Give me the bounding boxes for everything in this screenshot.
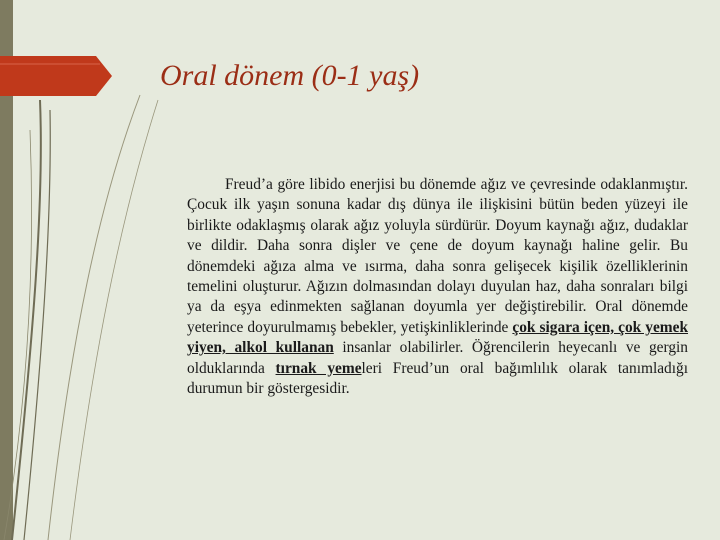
body-text-part-3: leri Freud’un oral bağımlılık olarak tanımladığı durumun bir göstergesidir. (187, 359, 688, 398)
body-text-part-1: Freud’a göre libido enerjisi bu dönemde ağız ve çevresinde odaklanmıştır. Çocuk ilk yaşın sonuna kadar dış dünya ile ilişkisini bütün beden yüzeyi ile birlikte odaklaşmış olarak ağız yoluyla sürdürür. Doyum kaynağı ağız, dudaklar ve dildir. Daha sonra dişler ve çene de doyum kaynağı haline gelir. Bu dönemdeki ağıza alma ve ısırma, daha sonra gelişecek kişilik özelliklerinin temelini oluşturur. Ağızın dolmasından dolayı duyulan haz, daha sonraları bilgi ya da eşya edinmekten sağlanan doyumla yer değiştirebilir. Oral dönemde yeterince doyurulmamış bebekler, yetişkinliklerinde (187, 176, 688, 336)
slide-title: Oral dönem (0-1 yaş) (160, 59, 420, 92)
body-bold-habits: çok sigara içen, çok yemek yiyen, alkol kullanan (187, 318, 689, 357)
title-accent-banner (0, 56, 112, 96)
body-paragraph (187, 175, 688, 399)
body-bold-nail-biting: tırnak yeme (275, 359, 362, 377)
body-text-part-2: insanlar olabilirler. Öğrencilerin heyecanlı ve gergin olduklarında (187, 339, 688, 377)
